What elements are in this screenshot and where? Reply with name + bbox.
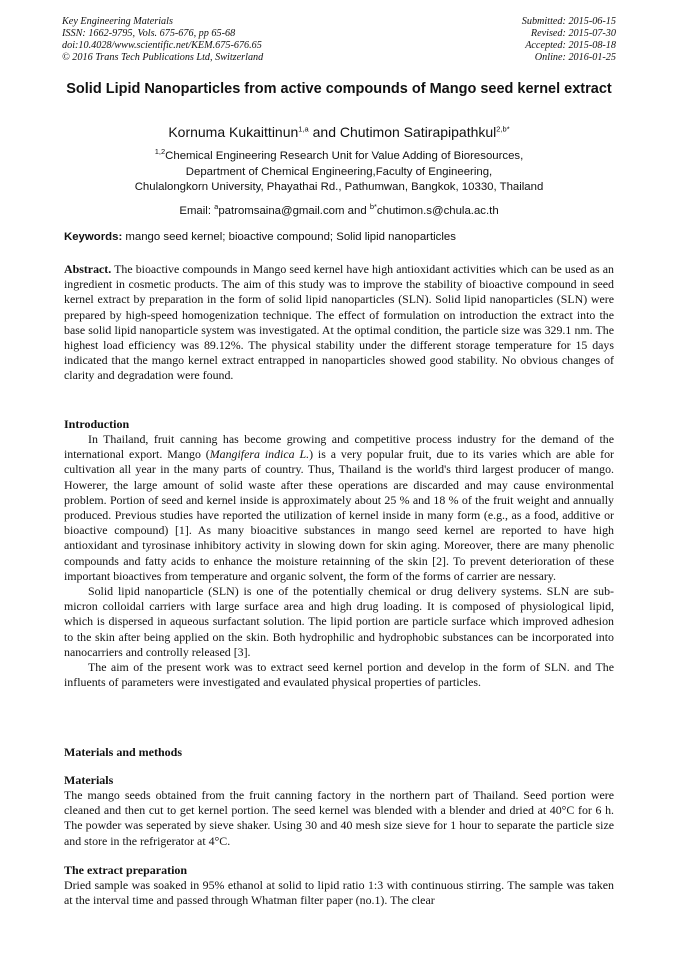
keywords-text: mango seed kernel; bioactive compound; Solid lipid nanoparticles: [122, 231, 456, 243]
date-online: Online: 2016-01-25: [534, 52, 616, 63]
author-2: Chutimon Satirapipathkul: [339, 124, 497, 140]
date-submitted: Submitted: 2015-06-15: [521, 16, 616, 27]
affiliation-sup: 1,2: [154, 147, 166, 157]
author-list: [58, 123, 620, 141]
journal-name: Key Engineering Materials: [62, 16, 173, 27]
abstract-label: Abstract.: [64, 262, 112, 276]
email-and: and: [344, 205, 370, 217]
email-b-link[interactable]: chutimon.s@chula.ac.th: [376, 205, 499, 217]
intro-paragraph-1: [64, 432, 614, 584]
author-and: and: [308, 124, 340, 140]
affiliation-line-1: Chemical Engineering Research Unit for Value Adding of Bioresources,: [165, 150, 524, 162]
email-label: Email:: [179, 205, 215, 217]
materials-heading: Materials: [64, 773, 114, 787]
affiliation: [58, 149, 620, 196]
extract-body: Dried sample was soaked in 95% ethanol at solid to lipid ratio 1:3 with continuous stirring. The sample was taken at the interval time and passed through Whatman filter paper (no.1). The clear: [64, 878, 614, 908]
journal-issn: ISSN: 1662-9795, Vols. 675-676, pp 65-68: [62, 28, 236, 39]
affiliation-line-2: Department of Chemical Engineering,Faculty of Engineering,: [185, 165, 493, 178]
keywords: [64, 230, 456, 245]
email-sup-b: b*: [369, 202, 377, 212]
intro-paragraph-3: The aim of the present work was to extract seed kernel portion and develop in the form of SLN. and The influents of parameters were investigated and evaulated physical properties of particles.: [64, 660, 614, 690]
email-sup-a: a: [214, 202, 219, 212]
abstract: [64, 262, 614, 384]
species-name: Mangifera indica L.: [209, 447, 310, 462]
author-1: Kornuma Kukaittinun: [168, 124, 299, 140]
extract-heading: The extract preparation: [64, 863, 188, 877]
submission-dates: [522, 16, 616, 64]
author-2-sup: 2,b*: [496, 124, 510, 134]
materials-body: The mango seeds obtained from the fruit canning factory in the northern part of Thailand. Seed portion were cleaned and then cut to get kernel portion. The seed kernel was blended with a blender and dried at 40°C for 6 h. The powder was seperated by sieve shaker. Using 30 and 40 mesh size sieve for 1 hour to separate the particle size and store in the refrigerator at 4°C.: [64, 788, 614, 848]
intro-heading: Introduction: [64, 417, 130, 431]
intro-p1-end: ) is a very popular fruit, due to its varies which are able for cultivation all year in the many parts of country. Thus, Thailand is the world's third largest producer of mango. Howerer, the large amount of solid waste after these operations are discarded and may cause environmental problem. Portion of seed and kernel inside is approximately about 25 % and 18 % of the fruit weight and annually produced. Previous studies have reported the utilization of kernel inside in many form (e.g., as a food, additive or bioactive compound) [1]. As many bioacitive substances in mango seed kernel are reported to have high antioxidant and tyrosinase inhibitory activity in slowing down for skin aging. Moreover, there are many phenolic compounds and fatty acids to enhance the moisture retainning of the skin [2]. To prevent deterioration of these important bioactives from temperature and organic solvent, the form of the forms of carrier are nessary.: [64, 447, 614, 583]
author-1-sup: 1,a: [298, 124, 309, 134]
methods-heading: Materials and methods: [64, 745, 182, 759]
email-line: [58, 204, 620, 219]
intro-paragraph-2: Solid lipid nanoparticle (SLN) is one of the potentially chemical or drug delivery systems. SLN are sub-micron colloidal carriers with large surface area and high drug loading. It is composed of physiological lipid, which is dispersed in aqueous surfactant solution. The lipid portion are particle surface which improved adhesion to the skin after being applied on the skin. Both hydrophilic and hydrophobic substances can be incorporated into nanocarriers and controlly released [3].: [64, 584, 614, 659]
keywords-label: Keywords:: [64, 231, 123, 243]
journal-info: [62, 16, 263, 64]
date-revised: Revised: 2015-07-30: [530, 28, 616, 39]
email-a-link[interactable]: patromsaina@gmail.com: [218, 205, 345, 217]
abstract-text: The bioactive compounds in Mango seed kernel have high antioxidant activities which can be used as an ingredient in cosmetic products. The aim of this study was to improve the stability of bioactive compound in seed kernel extract by preparation in the form of solid lipid nanoparticles (SLN). Solid lipid nanoparticles (SLN) were prepared by high-speed homogenization technique. The effect of formulation on introduction the extract into the base solid lipid nanoparticle system was investigated. At the optimal condition, the particle size was 329.1 nm. The highest load efficiency was 89.12%. The physical stability under the different storage temperature for 15 days indicated that the mango kernel extract entrapped in nanoparticles showed good stability. No obvious changes of clarity and degradation were found.: [64, 262, 614, 383]
date-accepted: Accepted: 2015-08-18: [525, 40, 616, 51]
journal-doi: doi:10.4028/www.scientific.net/KEM.675-676.65: [62, 40, 262, 51]
intro-p1-start: In Thailand, fruit canning has become growing and competitive process industry for the demand of the international export. Mango (: [64, 432, 614, 462]
intro-body: [64, 432, 614, 690]
paper-title: Solid Lipid Nanoparticles from active compounds of Mango seed kernel extract: [66, 81, 612, 97]
affiliation-line-3: Chulalongkorn University, Phayathai Rd., Pathumwan, Bangkok, 10330, Thailand: [134, 181, 544, 193]
journal-copyright: © 2016 Trans Tech Publications Ltd, Switzerland: [62, 52, 264, 63]
